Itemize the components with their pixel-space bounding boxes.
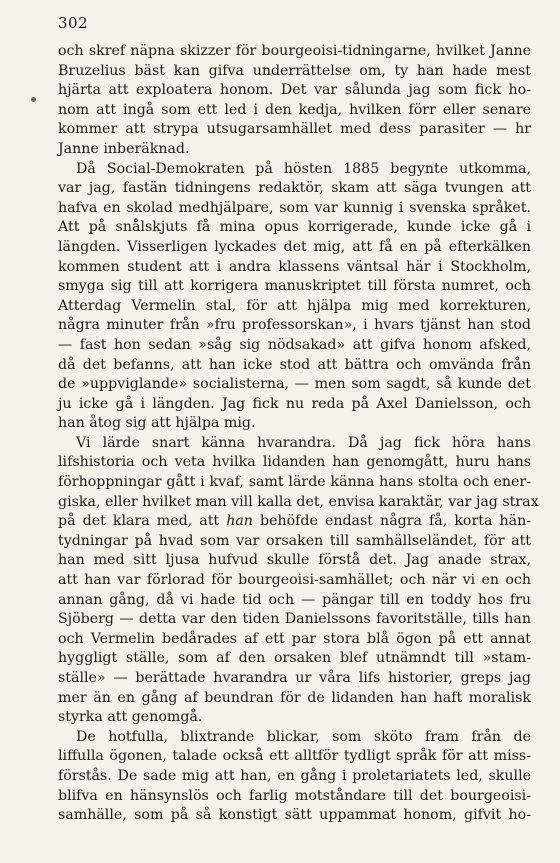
- body-text: [58, 42, 539, 826]
- text-line: hyggligt ställe, som af den orsaken blef utnämndt till »stam-: [58, 650, 531, 667]
- text-line: Sjöberg — detta var den tiden Danielssons favoritställe, tills han: [58, 611, 531, 628]
- text-line: han åtog sig att hjälpa mig.: [58, 415, 256, 432]
- text-line: kommen student att i andra klassens väntsal här i Stockholm,: [58, 258, 531, 275]
- text-line: De hotfulla, blixtrande blickar, som sköto fram från de: [76, 728, 531, 745]
- text-line: Janne inberäknad.: [58, 140, 190, 157]
- text-line: — fast hon sedan »såg sig nödsakad» att gifva honom afsked,: [58, 336, 531, 353]
- text-line: Atterdag Vermelin stal, för att hjälpa mig med korrekturen,: [58, 297, 531, 314]
- text-line: var jag, fastän tidningens redaktör, skam att säga tvungen att: [58, 180, 531, 197]
- text-line: Bruzelius bäst kan gifva underrättelse om, ty han hade mest: [58, 62, 531, 79]
- text-line: de »uppviglande» socialisterna, — men som sagdt, så kunde det: [58, 376, 531, 393]
- text-line: några minuter från »fru professorskan», i hvars tjänst han stod: [58, 317, 531, 334]
- text-line: då det befanns, att han icke stod att bättra och omvända från: [58, 356, 531, 373]
- text-line: hafva en skolad medhjälpare, som var kunnig i svenska språket.: [58, 199, 531, 216]
- ink-speck: [31, 97, 36, 102]
- text-line: hjärta att exploatera honom. Det var sålunda jag som fick ho-: [58, 82, 531, 99]
- text-line: blifva en hänsynslös och farlig motståndare till det bourgeoisi-: [58, 787, 531, 804]
- text-line: och Vermelin bedårades af ett par stora blå ögon på ett annat: [58, 630, 531, 647]
- text-line: på det klara med, att han behöfde endast några få, korta hän-: [58, 513, 532, 530]
- text-line: ju icke gå i längden. Jag fick nu reda på Axel Danielsson, och: [58, 395, 531, 412]
- text-line: längden. Visserligen lyckades det mig, att få en på efterkälken: [58, 238, 531, 255]
- text-line: han med sitt ljusa hufvud skulle förstå det. Jag anade strax,: [58, 552, 531, 569]
- text-line: ställe» — berättade hvarandra ur våra lifs historier, greps jag: [58, 670, 531, 686]
- text-line: liffulla ögonen, talade också ett alltför tydligt språk för att miss-: [58, 748, 531, 765]
- text-line: att han var förlorad för bourgeoisi-samhället; och när vi en och: [58, 572, 531, 589]
- emphasized-word: han: [226, 513, 253, 530]
- text-line: nom att ingå som ett led i den kedja, hvilken förr eller senare: [58, 101, 531, 118]
- text-line: tydningar på hvad som var orsaken till samhällseländet, för att: [58, 532, 531, 549]
- text-line: annan gång, då vi hade tid och — pängar till en toddy hos fru: [58, 591, 531, 608]
- text-line: Att på snålskjuts få mina opus korrigerade, kunde icke gå i: [58, 219, 531, 236]
- text-line: mer än en gång af beundran för de lidanden han haft moralisk: [58, 689, 531, 706]
- text-line: Då Social-Demokraten på hösten 1885 begynte utkomma,: [76, 160, 531, 177]
- text-line: förhoppningar gått i kvaf, samt lärde känna hans stolta och ener-: [58, 474, 531, 491]
- text-line: giska, eller hvilket man vill kalla det, envisa karaktär, var jag strax: [58, 493, 539, 510]
- text-line: smyga sig till att korrigera manuskriptet till första numret, och: [58, 278, 531, 295]
- text-line: samhälle, som på så konstigt sätt uppammat honom, gifvit ho-: [58, 807, 531, 824]
- text-line: Vi lärde snart känna hvarandra. Då jag fick höra hans: [76, 434, 531, 451]
- text-line: förstås. De sade mig att han, en gång i proletariatets led, skulle: [58, 767, 531, 784]
- text-line: lifshistoria och veta hvilka lidanden han genomgått, huru hans: [58, 454, 531, 471]
- page-number: 302: [58, 14, 89, 32]
- text-line: kommer att strypa utsugarsamhället med dess parasiter — hr: [58, 121, 531, 138]
- text-line: och skref näpna skizzer för bourgeoisi-tidningarne, hvilket Janne: [58, 43, 531, 59]
- text-line: styrka att genomgå.: [58, 709, 203, 726]
